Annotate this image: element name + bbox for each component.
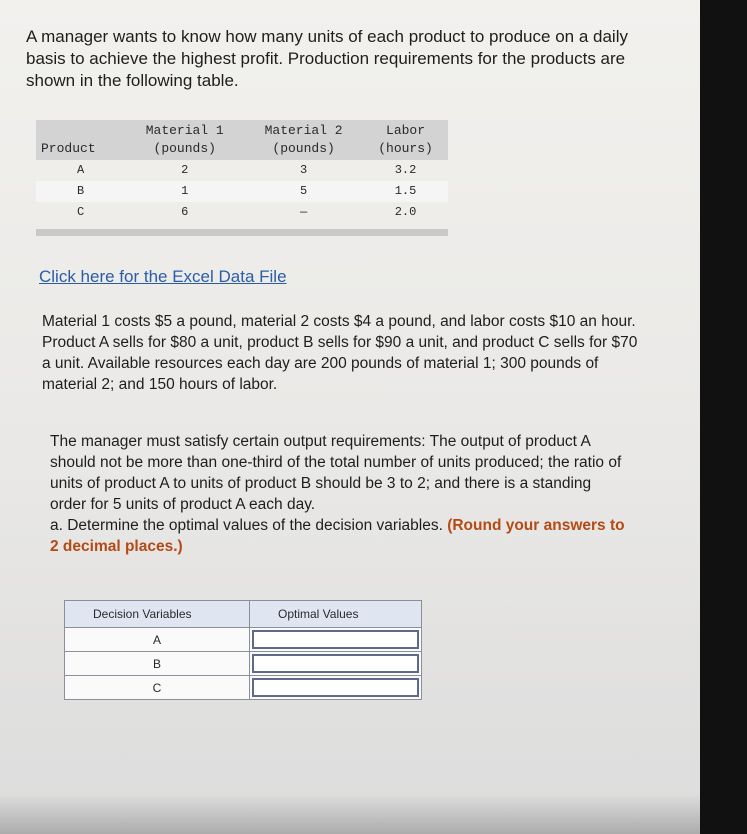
table-row [65,628,422,652]
screen-bezel [700,0,747,834]
header-labor-line-2: (hours) [378,141,433,156]
answer-table [64,600,422,700]
value-cell [250,676,422,700]
question-text: a. Determine the optimal values of the decision variables. [50,517,443,534]
header-material-1-line-2: (pounds) [153,141,216,156]
variable-label: A [65,628,250,652]
excel-data-file-link[interactable]: Click here for the Excel Data File [39,267,287,286]
optimal-value-input-c[interactable] [252,678,419,697]
requirements-table-container [36,120,448,236]
costs-paragraph: Material 1 costs $5 a pound, material 2 costs $4 a pound, and labor costs $10 an hour. Product A sells for $80 a unit, product B sells for $90 a unit, and product C sells for $70 a unit. Available resources each day are 200 pounds of material 1; 300 pounds of material 2; and 150 hours of labor. [42,313,638,393]
cell-material-1: 6 [181,205,189,219]
header-material-1 [125,120,244,160]
variable-label: C [65,676,250,700]
cell-product: C [77,205,85,219]
requirements-paragraph-block [50,431,628,557]
answer-table-container [64,600,422,700]
cell-material-1: 1 [125,181,244,202]
table-row [65,652,422,676]
optimal-value-input-b[interactable] [252,654,419,673]
header-material-2-line-2: (pounds) [272,141,335,156]
table-row [36,181,448,202]
cell-product: A [77,163,85,177]
variable-label: B [65,652,250,676]
header-material-2 [244,120,363,160]
cell-labor: 2.0 [394,205,417,219]
header-labor [363,120,448,160]
table-row [36,202,448,223]
cell-material-2: — [300,205,308,219]
header-decision-variables: Decision Variables [65,601,250,628]
cell-labor: 3.2 [394,163,417,177]
cell-product: B [36,181,125,202]
question [50,515,628,557]
value-cell [250,628,422,652]
table-divider [36,229,448,236]
cell-labor: 1.5 [363,181,448,202]
cell-material-2: 3 [300,163,308,177]
cell-material-1: 2 [181,163,189,177]
problem-intro: A manager wants to know how many units of each product to produce on a daily basis to achieve the highest profit. Production requirements for the products are shown in the following table. [26,27,628,90]
optimal-value-input-a[interactable] [252,630,419,649]
value-cell [250,652,422,676]
table-row [65,676,422,700]
cell-material-2: 5 [244,181,363,202]
header-labor-line-1: Labor [386,123,426,138]
requirements-paragraph: The manager must satisfy certain output requirements: The output of product A should not be more than one-third of the total number of units produced; the ratio of units of product A to units of product B should be 3 to 2; and there is a standing order for 5 units of product A each day. [50,433,622,513]
header-material-1-line-1: Material 1 [145,123,224,138]
header-product-label: Product [41,141,96,156]
header-product [36,120,125,160]
table-row [36,160,448,181]
header-optimal-values: Optimal Values [250,601,422,628]
question-emphasis: (Round your answers to 2 decimal places.) [50,517,625,555]
header-material-2-line-1: Material 2 [264,123,343,138]
requirements-table [36,120,448,223]
